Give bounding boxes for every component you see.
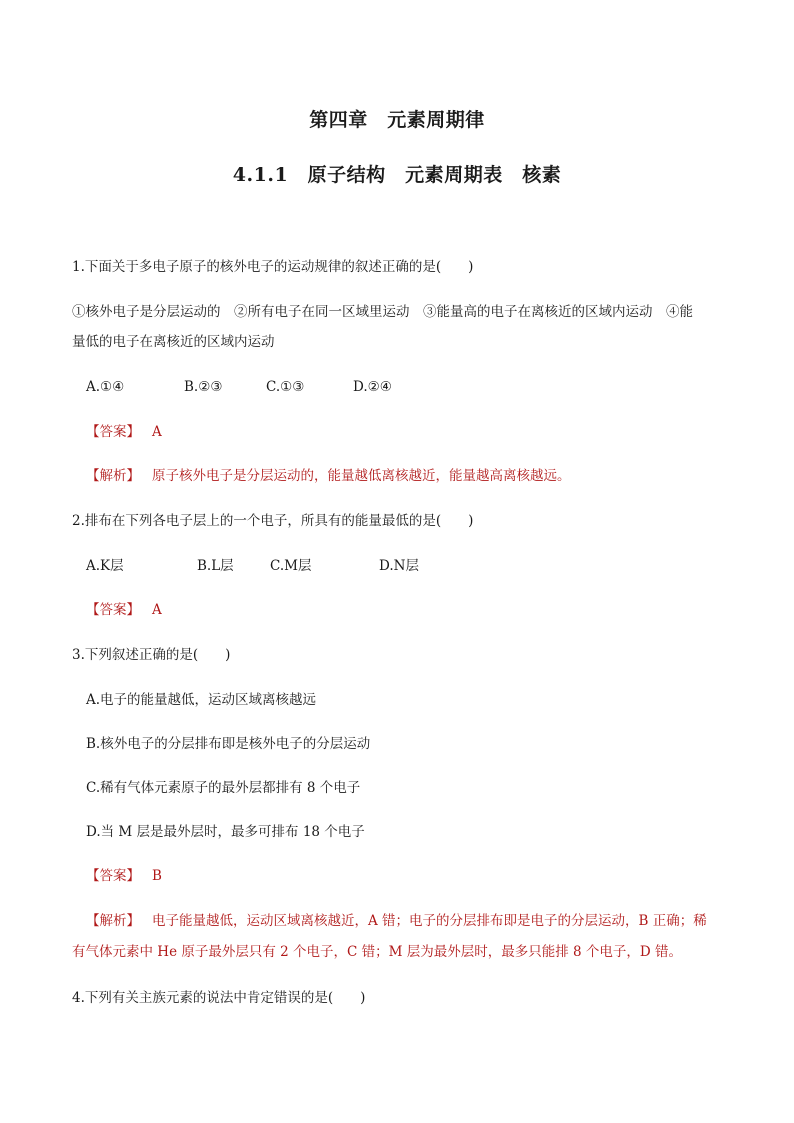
answer-value: B bbox=[152, 868, 162, 884]
option-d: D.N层 bbox=[379, 558, 419, 574]
question-1-statements-line2: 量低的电子在离核近的区域内运动 bbox=[72, 334, 275, 350]
option-b: B.L层 bbox=[197, 558, 234, 574]
chapter-title: 第四章 元素周期律 bbox=[309, 109, 485, 131]
option-c: C.①③ bbox=[266, 379, 305, 395]
analysis-label: 【解析】 bbox=[86, 913, 140, 929]
question-3-option-c: C.稀有气体元素原子的最外层都排有 8 个电子 bbox=[86, 780, 361, 796]
analysis-label: 【解析】 bbox=[86, 468, 140, 484]
question-3-option-b: B.核外电子的分层排布即是核外电子的分层运动 bbox=[86, 736, 371, 752]
question-1-options bbox=[86, 377, 740, 397]
option-a: A.①④ bbox=[86, 379, 125, 395]
answer-value: A bbox=[152, 602, 162, 618]
question-3-analysis-line1 bbox=[86, 911, 740, 931]
question-1-stem: 1.下面关于多电子原子的核外电子的运动规律的叙述正确的是( ) bbox=[72, 259, 474, 275]
question-4-stem: 4.下列有关主族元素的说法中肯定错误的是( ) bbox=[72, 990, 366, 1006]
question-2-stem: 2.排布在下列各电子层上的一个电子，所具有的能量最低的是( ) bbox=[72, 513, 474, 529]
analysis-text: 原子核外电子是分层运动的，能量越低离核越近，能量越高离核越远。 bbox=[152, 468, 571, 484]
option-c: C.M层 bbox=[270, 558, 312, 574]
option-b: B.②③ bbox=[184, 379, 223, 395]
option-d: D.②④ bbox=[353, 379, 392, 395]
answer-label: 【答案】 bbox=[86, 602, 140, 618]
question-1-analysis bbox=[86, 466, 740, 486]
question-3-answer bbox=[86, 866, 740, 886]
question-3-stem: 3.下列叙述正确的是( ) bbox=[72, 647, 231, 663]
answer-label: 【答案】 bbox=[86, 868, 140, 884]
answer-value: A bbox=[152, 424, 162, 440]
question-1-answer bbox=[86, 422, 740, 442]
question-3-option-a: A.电子的能量越低，运动区域离核越远 bbox=[86, 692, 317, 708]
answer-label: 【答案】 bbox=[86, 424, 140, 440]
question-1-statements-line1: ①核外电子是分层运动的 ②所有电子在同一区域里运动 ③能量高的电子在离核近的区域内运动 ④能 bbox=[72, 304, 693, 320]
question-3-analysis-line2: 有气体元素中 He 原子最外层只有 2 个电子，C 错；M 层为最外层时，最多只能排 8 个电子，D 错。 bbox=[72, 944, 683, 960]
question-3-option-d: D.当 M 层是最外层时，最多可排布 18 个电子 bbox=[86, 824, 365, 840]
analysis-text-line1: 电子能量越低，运动区域离核越近，A 错；电子的分层排布即是电子的分层运动，B 正确；稀 bbox=[152, 913, 707, 929]
option-a: A.K层 bbox=[86, 558, 124, 574]
question-2-answer bbox=[86, 600, 740, 620]
section-title: 4.1.1 原子结构 元素周期表 核素 bbox=[232, 164, 562, 186]
question-2-options bbox=[86, 556, 740, 576]
